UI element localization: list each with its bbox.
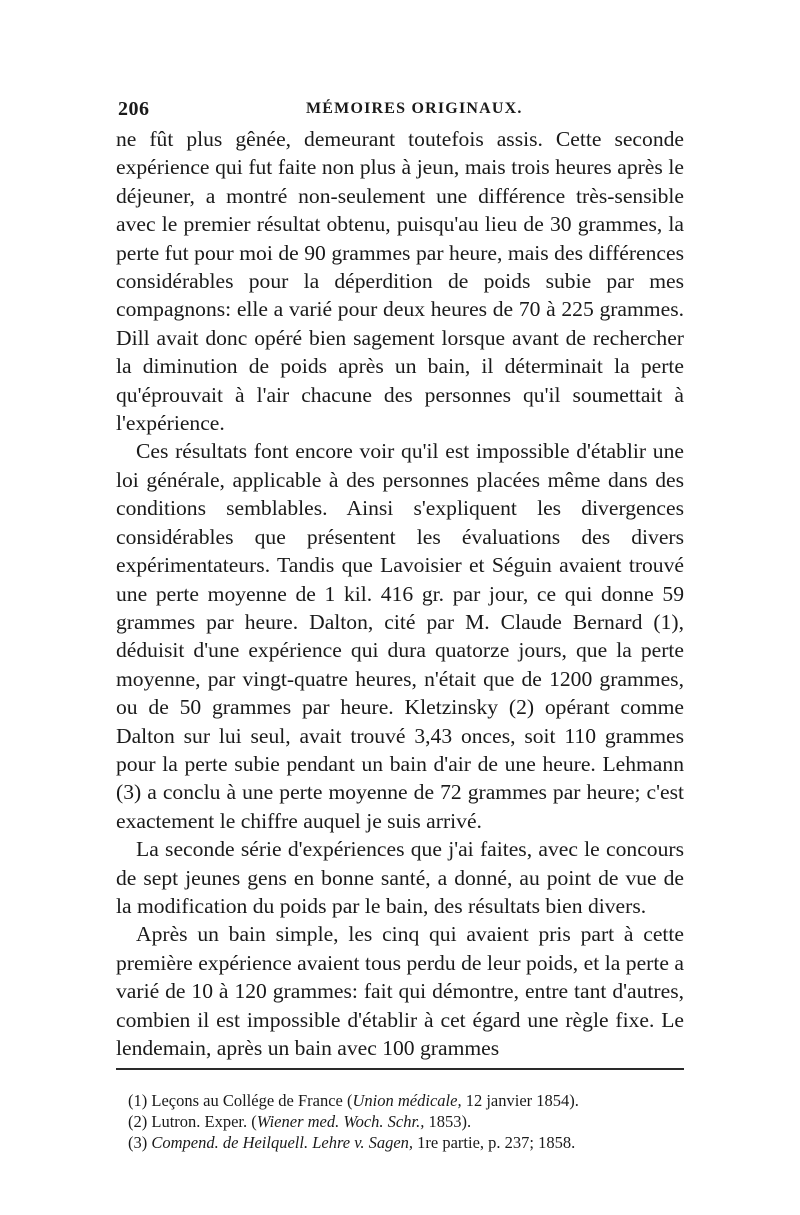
paragraph: Ces résultats font encore voir qu'il est impossible d'établir une loi générale, applicable à des personnes placées même dans des conditions semblables. Ainsi s'expliquent les divergences considérables que présentent les évaluations des divers expérimentateurs. Tandis que Lavoisier et Séguin avaient trouvé une perte moyenne de 1 kil. 416 gr. par jour, ce qui donne 59 grammes par heure. Dalton, cité par M. Claude Bernard (1), déduisit d'une expérience qui dura quatorze jours, que la perte moyenne, par vingt-quatre heures, n'était que de 1200 grammes, ou de 50 grammes par heure. Kletzinsky (2) opérant comme Dalton sur lui seul, avait trouvé 3,43 onces, soit 110 grammes pour la perte subie pendant un bain d'air de une heure. Lehmann (3) a conclu à une perte moyenne de 72 grammes par heure; c'est exactement le chiffre auquel je suis arrivé. bbox=[116, 439, 684, 833]
body-text bbox=[116, 125, 684, 1062]
page-number: 206 bbox=[118, 98, 150, 120]
footnote-marker: (1) bbox=[128, 1091, 148, 1110]
footnote-text: Leçons au Collége de France ( bbox=[151, 1091, 353, 1110]
footnote-text: 12 janvier 1854). bbox=[461, 1091, 579, 1110]
footnote bbox=[128, 1090, 684, 1111]
footnote-marker: (3) bbox=[128, 1133, 148, 1152]
footnote-text: 1re partie, p. 237; 1858. bbox=[413, 1133, 576, 1152]
paragraph: La seconde série d'expériences que j'ai faites, avec le concours de sept jeunes gens en bonne santé, a donné, au point de vue de la modification du poids par le bain, des résultats bien divers. bbox=[116, 837, 684, 918]
footnote bbox=[128, 1132, 684, 1153]
footnote-marker: (2) bbox=[128, 1112, 148, 1131]
page-header bbox=[118, 98, 684, 126]
footnote bbox=[128, 1111, 684, 1132]
footnote-divider bbox=[116, 1068, 684, 1070]
footnotes bbox=[128, 1090, 684, 1153]
paragraph: ne fût plus gênée, demeurant toutefois assis. Cette seconde expérience qui fut faite non plus à jeun, mais trois heures après le déjeuner, a montré non-seulement une différence très-sensible avec le premier résultat obtenu, puisqu'au lieu de 30 grammes, la perte fut pour moi de 90 grammes par heure, mais des différences considérables pour la déperdition de poids subie par mes compagnons: elle a varié pour deux heures de 70 à 225 grammes. Dill avait donc opéré bien sagement lorsque avant de rechercher la diminution de poids après un bain, il déterminait la perte qu'éprouvait à l'air chacune des personnes qu'il soumettait à l'expérience. bbox=[116, 127, 684, 436]
footnote-citation: Wiener med. Woch. Schr., bbox=[256, 1112, 425, 1131]
footnote-text: 1853). bbox=[424, 1112, 472, 1131]
footnote-citation: Compend. de Heilquell. Lehre v. Sagen, bbox=[151, 1133, 414, 1152]
paragraph: Après un bain simple, les cinq qui avaient pris part à cette première expérience avaient tous perdu de leur poids, et la perte a varié de 10 à 120 grammes: fait qui démontre, entre tant d'autres, combien il est impossible d'établir à cet égard une règle fixe. Le lendemain, après un bain avec 100 grammes bbox=[116, 922, 684, 1060]
running-title: MÉMOIRES ORIGINAUX. bbox=[306, 100, 523, 117]
footnote-text: Lutron. Exper. ( bbox=[151, 1112, 257, 1131]
footnote-citation: Union médicale, bbox=[352, 1091, 462, 1110]
